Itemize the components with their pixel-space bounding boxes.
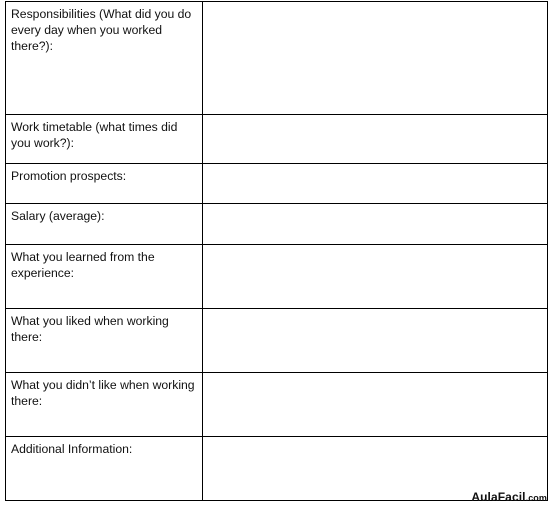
promotion-prospects-label: Promotion prospects:	[11, 169, 127, 183]
work-timetable-label: Work timetable (what times did you work?):	[11, 120, 178, 150]
didnt-like-label: What you didn’t like when working there:	[11, 378, 195, 408]
form-row-work-timetable	[6, 115, 548, 164]
label-cell	[6, 437, 203, 501]
form-row-learned	[6, 245, 548, 309]
label-cell	[6, 2, 203, 115]
form-row-salary	[6, 204, 548, 245]
form-row-liked	[6, 309, 548, 373]
label-cell	[6, 373, 203, 437]
additional-information-label: Additional Information:	[11, 442, 133, 456]
responsibilities-answer-field[interactable]	[203, 2, 548, 115]
form-row-additional-information	[6, 437, 548, 501]
didnt-like-answer-field[interactable]	[203, 373, 548, 437]
form-row-didnt-like	[6, 373, 548, 437]
label-cell	[6, 115, 203, 164]
learned-answer-field[interactable]	[203, 245, 548, 309]
watermark-brand: AulaFacil	[471, 490, 526, 504]
job-experience-form-table	[5, 1, 548, 501]
form-row-promotion-prospects	[6, 164, 548, 204]
watermark-suffix: .com	[525, 493, 547, 503]
salary-label: Salary (average):	[11, 209, 105, 223]
aulafacil-watermark	[471, 490, 547, 505]
label-cell	[6, 204, 203, 245]
liked-answer-field[interactable]	[203, 309, 548, 373]
label-cell	[6, 164, 203, 204]
learned-label: What you learned from the experience:	[11, 250, 155, 280]
label-cell	[6, 245, 203, 309]
salary-answer-field[interactable]	[203, 204, 548, 245]
form-row-responsibilities	[6, 2, 548, 115]
work-timetable-answer-field[interactable]	[203, 115, 548, 164]
liked-label: What you liked when working there:	[11, 314, 169, 344]
promotion-prospects-answer-field[interactable]	[203, 164, 548, 204]
responsibilities-label: Responsibilities (What did you do every day when you worked there?):	[11, 7, 192, 53]
label-cell	[6, 309, 203, 373]
